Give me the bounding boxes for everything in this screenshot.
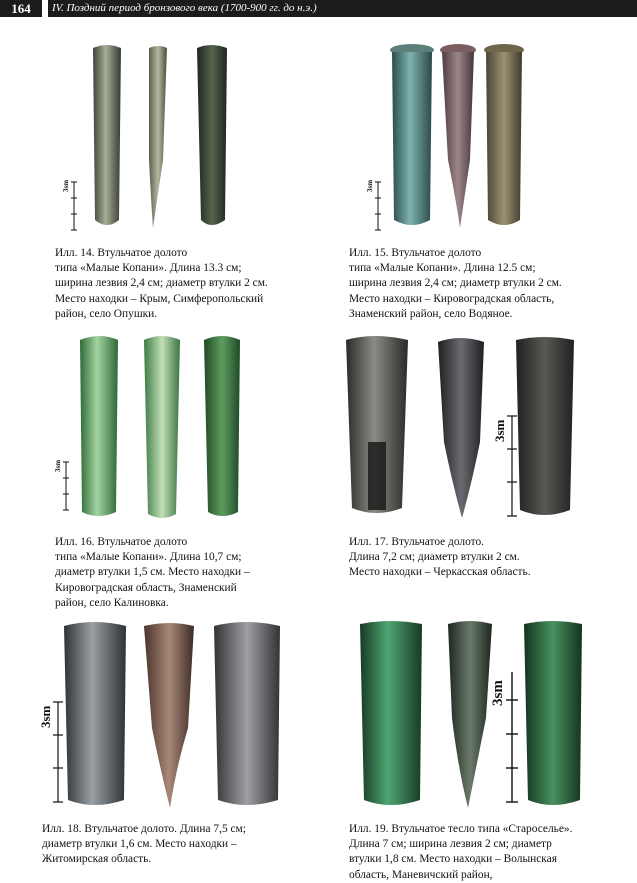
caption-line: ширина лезвия 2,4 см; диаметр втулки 2 см.	[349, 277, 562, 290]
chisel-15-back	[484, 44, 524, 225]
chisel-14-side	[149, 46, 167, 228]
caption-line: диаметр втулки 1,5 см. Место находки –	[55, 566, 250, 579]
caption-line: Илл. 15. Втульчатое долото	[349, 247, 482, 259]
caption-line: Илл. 16. Втульчатое долото	[55, 536, 188, 548]
figure-15-scale	[368, 180, 382, 232]
chisel-19-front	[360, 621, 422, 805]
figure-18-scale	[38, 698, 64, 806]
figure-19-photo	[352, 618, 592, 812]
page-number: 164	[0, 0, 42, 17]
caption-line: район, село Опушки.	[55, 307, 158, 320]
caption-line: Длина 7,2 см; диаметр втулки 2 см.	[349, 551, 520, 564]
scale-unit-label: 3sm	[490, 680, 506, 706]
figure-16-caption	[55, 535, 305, 611]
chisel-19-side	[448, 621, 492, 808]
figure-17-caption	[349, 535, 629, 581]
chisel-19-back	[524, 621, 582, 805]
chisel-17-side	[438, 338, 484, 518]
caption-line: Место находки – Черкасская область.	[349, 566, 531, 579]
caption-line: Знаменский район, село Водяное.	[349, 307, 513, 320]
chisel-17-back	[516, 337, 574, 515]
chisel-18-side	[144, 623, 194, 808]
running-title: IV. Поздний период бронзового века (1700-900 гг. до н.э.)	[48, 0, 637, 17]
figure-15-photo	[380, 40, 540, 235]
figure-16-photo	[72, 330, 252, 525]
caption-line: Илл. 19. Втульчатое тесло типа «Староселье».	[349, 823, 573, 835]
figure-15-caption	[349, 246, 629, 322]
chisel-15-front	[390, 44, 434, 225]
figure-14-scale	[64, 180, 78, 232]
scale-unit-label: 3sm	[62, 179, 70, 192]
caption-line: диаметр втулки 1,6 см. Место находки –	[42, 838, 237, 851]
scale-unit-label: 3sm	[492, 419, 507, 442]
figure-16-scale	[56, 460, 70, 512]
caption-line: Место находки – Кировоградская область,	[349, 292, 555, 305]
chisel-14-back	[197, 45, 227, 225]
chisel-17-front	[346, 336, 408, 513]
caption-line: Кировоградская область, Знаменский	[55, 581, 237, 594]
caption-line: типа «Малые Копани». Длина 13.3 см;	[55, 262, 242, 275]
figure-19-caption	[349, 822, 634, 883]
chisel-14-front	[93, 45, 121, 225]
figure-19-scale	[490, 668, 520, 806]
caption-line: Житомирская область.	[42, 853, 152, 866]
chisel-18-back	[214, 622, 280, 805]
caption-line: типа «Малые Копани». Длина 12.5 см;	[349, 262, 536, 275]
caption-line: Илл. 14. Втульчатое долото	[55, 247, 188, 259]
chisel-15-side	[440, 44, 476, 228]
caption-line: ширина лезвия 2,4 см; диаметр втулки 2 см.	[55, 277, 268, 290]
scale-unit-label: 3sm	[366, 179, 374, 192]
caption-line: Илл. 17. Втульчатое долото.	[349, 536, 485, 548]
chisel-16-front	[80, 336, 118, 516]
figure-17-scale	[492, 412, 518, 520]
caption-line: втулки 1,8 см. Место находки – Волынская	[349, 853, 557, 866]
caption-line: Место находки – Крым, Симферопольский	[55, 292, 264, 305]
scale-unit-label: 3sm	[38, 705, 53, 728]
caption-line: типа «Малые Копани». Длина 10,7 см;	[55, 551, 242, 564]
caption-line: район, село Калиновка.	[55, 596, 169, 609]
figure-14-caption	[55, 246, 305, 322]
figure-17-photo	[340, 332, 585, 522]
caption-line: Илл. 18. Втульчатое долото. Длина 7,5 см;	[42, 823, 246, 835]
chisel-16-back	[204, 336, 240, 516]
figure-18-photo	[60, 618, 300, 812]
caption-line: Длина 7 см; ширина лезвия 2 см; диаметр	[349, 838, 552, 851]
figure-18-caption	[42, 822, 322, 868]
figure-14-photo	[55, 40, 255, 235]
chisel-16-side	[144, 336, 180, 518]
chisel-18-front	[64, 622, 126, 805]
scale-unit-label: 3sm	[54, 459, 62, 472]
caption-line: область, Маневичский район,	[349, 868, 493, 881]
